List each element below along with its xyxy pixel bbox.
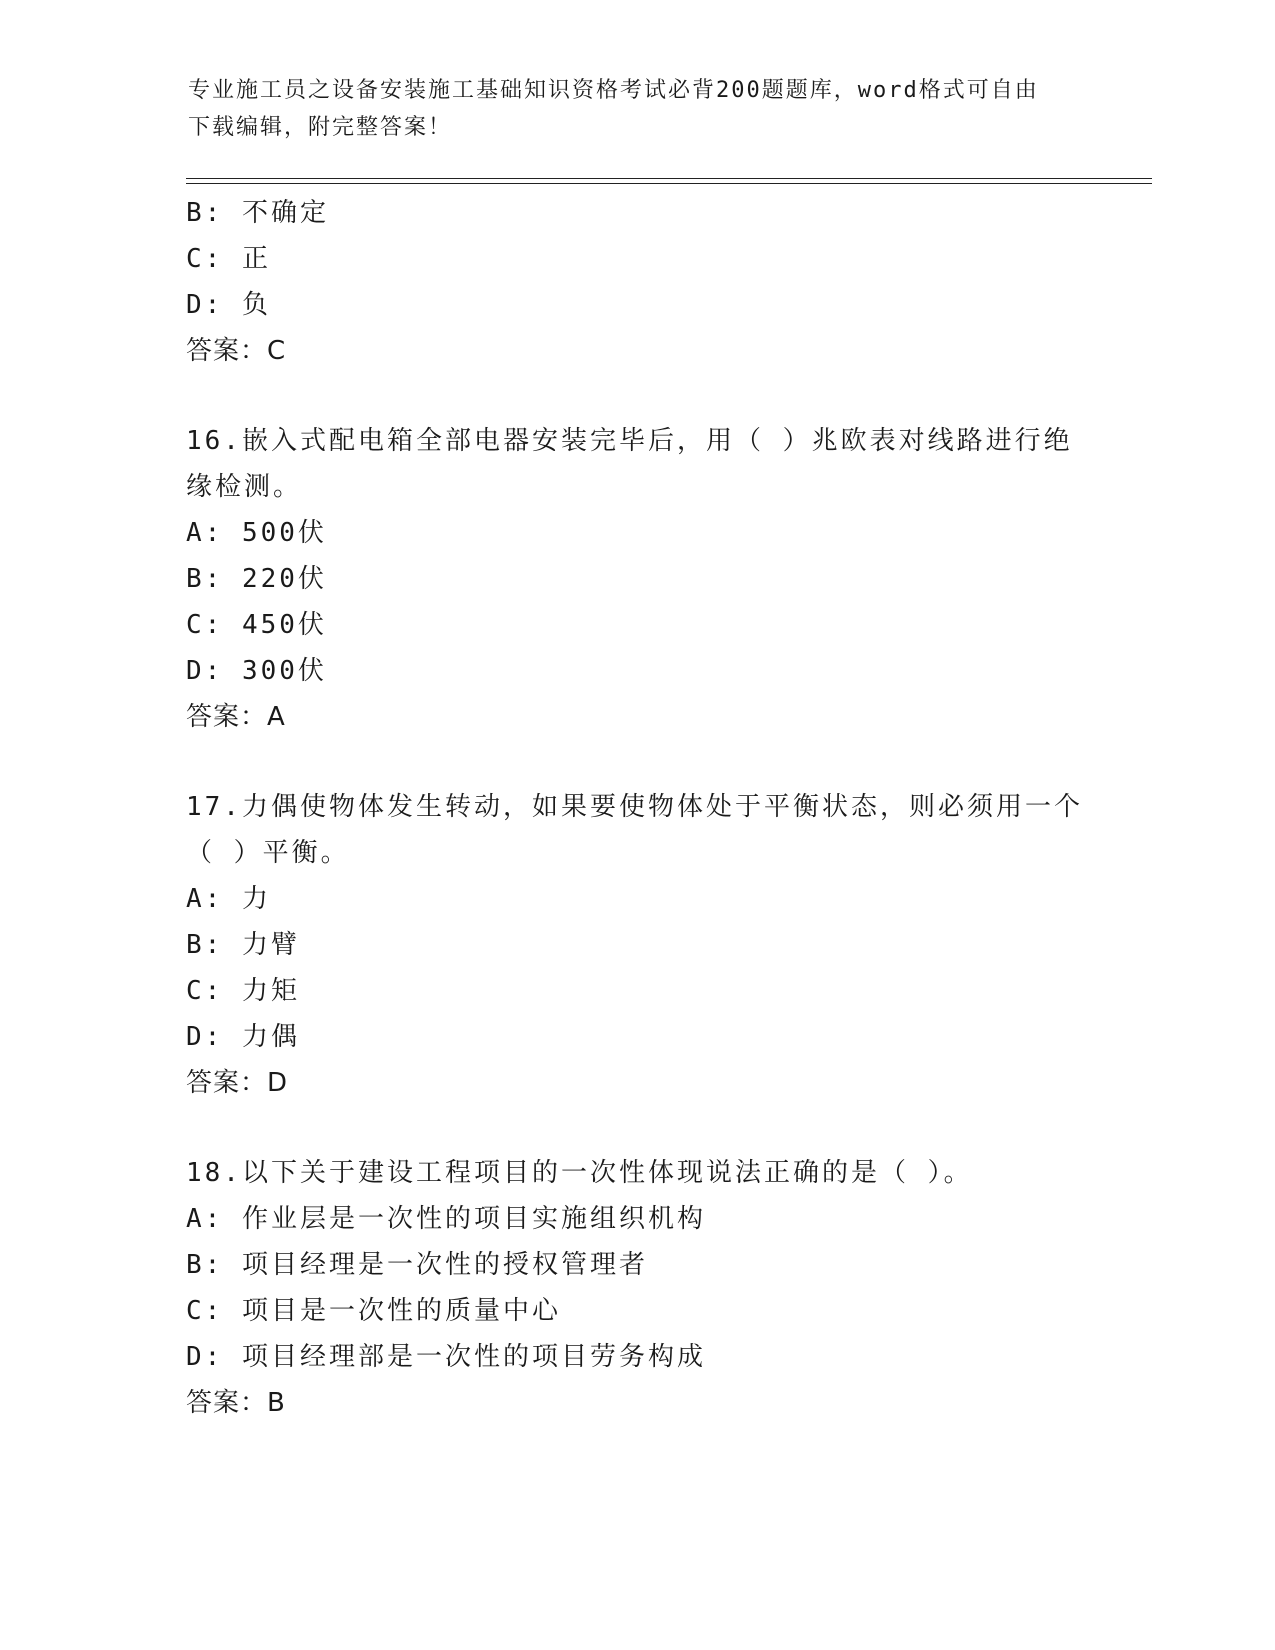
option-d: D: 300伏 [186, 656, 327, 686]
answer: 答案：A [186, 702, 286, 732]
question-17 [186, 784, 1086, 1106]
question-text-line-1: 16.嵌入式配电箱全部电器安装完毕后，用（ ）兆欧表对线路进行绝 [186, 426, 1073, 456]
header-line-2: 下载编辑，附完整答案！ [188, 115, 453, 140]
option-a: A: 500伏 [186, 518, 327, 548]
option-d: D: 负 [186, 290, 271, 320]
option-b: B: 力臂 [186, 930, 300, 960]
option-b: B: 项目经理是一次性的授权管理者 [186, 1250, 648, 1280]
question-15-continued [186, 190, 1086, 374]
header-line-1: 专业施工员之设备安装施工基础知识资格考试必背200题题库，word格式可自由 [188, 78, 1039, 103]
option-c: C: 项目是一次性的质量中心 [186, 1296, 561, 1326]
question-list [186, 190, 1086, 1426]
option-b: B: 不确定 [186, 198, 329, 228]
answer: 答案：D [186, 1068, 289, 1098]
option-c: C: 正 [186, 244, 271, 274]
answer: 答案：C [186, 336, 287, 366]
option-a: A: 力 [186, 884, 271, 914]
option-c: C: 力矩 [186, 976, 300, 1006]
question-text-line-1: 17.力偶使物体发生转动，如果要使物体处于平衡状态，则必须用一个 [186, 792, 1083, 822]
option-d: D: 项目经理部是一次性的项目劳务构成 [186, 1342, 706, 1372]
document-header [188, 72, 1068, 146]
question-16 [186, 418, 1086, 740]
option-b: B: 220伏 [186, 564, 327, 594]
option-c: C: 450伏 [186, 610, 327, 640]
option-a: A: 作业层是一次性的项目实施组织机构 [186, 1204, 706, 1234]
question-text-line-2: （ ）平衡。 [186, 838, 350, 868]
question-text-line-2: 缘检测。 [186, 472, 303, 502]
answer: 答案：B [186, 1388, 286, 1418]
header-divider-top [186, 178, 1152, 179]
question-text-line-1: 18.以下关于建设工程项目的一次性体现说法正确的是（ ）。 [186, 1158, 973, 1188]
header-divider-bottom [186, 183, 1152, 184]
question-18 [186, 1150, 1086, 1426]
option-d: D: 力偶 [186, 1022, 300, 1052]
